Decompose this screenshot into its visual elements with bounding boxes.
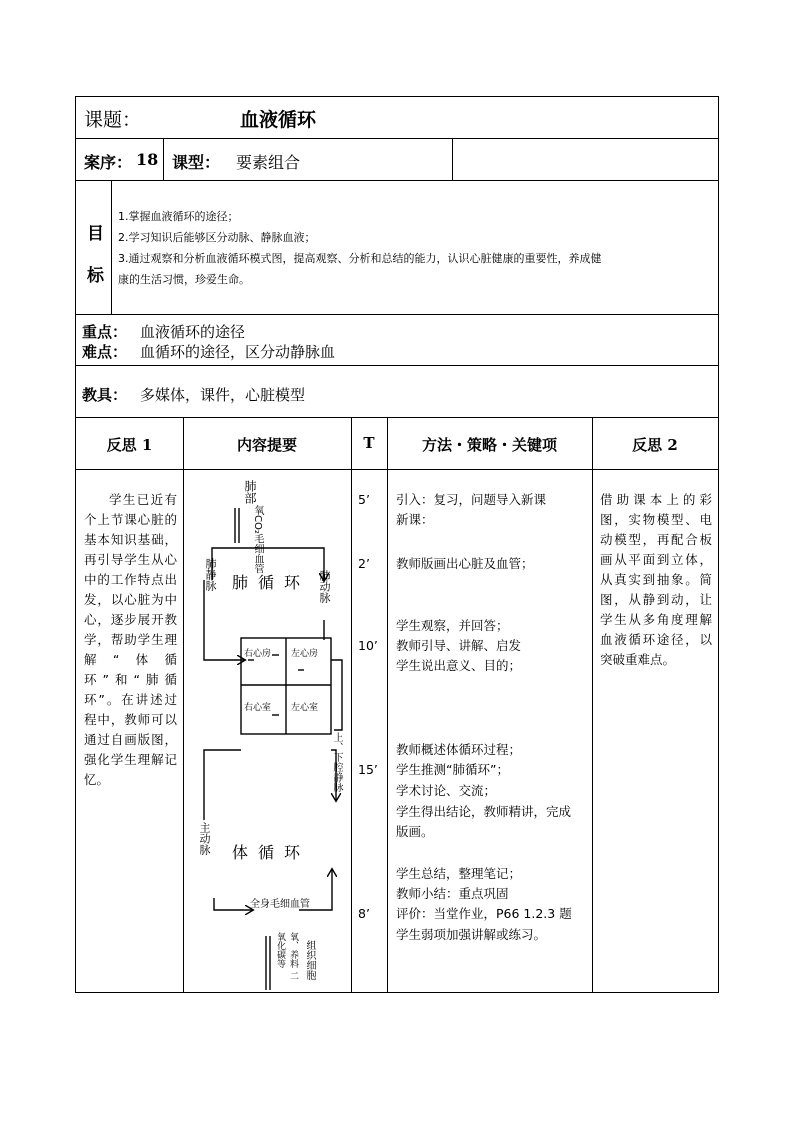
method-line: 学生弱项加强讲解或练习。 bbox=[396, 927, 547, 942]
tools-value: 多媒体，课件，心脏模型 bbox=[140, 386, 306, 404]
sketch-pulmonary-circulation: 肺循环 bbox=[232, 573, 311, 592]
sketch-body-capillaries: 全身毛细血管 bbox=[250, 899, 310, 910]
sketch-lungs: 肺部 bbox=[243, 480, 257, 504]
time-1: 5’ bbox=[358, 492, 370, 507]
header-time: T bbox=[363, 434, 375, 452]
sketch-vena-cava: 上、下腔静脉 bbox=[331, 732, 342, 792]
method-line: 新课： bbox=[396, 512, 434, 527]
goals-list bbox=[118, 206, 712, 290]
time-4: 15’ bbox=[358, 762, 378, 777]
difficulty-value: 血循环的途径，区分动静脉血 bbox=[140, 343, 336, 361]
method-line: 学生观察，并回答； bbox=[396, 618, 509, 633]
focus-label: 重点： bbox=[82, 323, 128, 341]
sketch-lung-capillaries: 氧CO₂毛细血管 bbox=[252, 505, 263, 574]
goals-row bbox=[75, 180, 719, 315]
sketch-aorta: 主动脉 bbox=[198, 822, 211, 855]
circulation-diagram bbox=[184, 470, 350, 993]
tools-row bbox=[75, 365, 719, 418]
meta-divider-2 bbox=[452, 139, 453, 180]
header-reflection1: 反思 1 bbox=[106, 436, 153, 454]
method-line: 学生总结，整理笔记； bbox=[396, 866, 522, 881]
title-row bbox=[75, 96, 719, 139]
lesson-title: 血液循环 bbox=[240, 109, 317, 131]
sketch-left-atrium: 左心房 bbox=[291, 649, 319, 659]
sketch-systemic-circulation: 体循环 bbox=[232, 843, 311, 862]
method-line: 教师小结：重点巩固 bbox=[396, 886, 509, 901]
type-value: 要素组合 bbox=[236, 153, 301, 172]
sketch-right-atrium: 右心房 bbox=[244, 649, 272, 659]
goals-label-2: 标 bbox=[87, 266, 104, 286]
method-line: 教师版画出心脏及血管； bbox=[396, 556, 534, 571]
title-label: 课题： bbox=[84, 109, 142, 131]
col-divider bbox=[351, 470, 352, 992]
order-value: 18 bbox=[136, 150, 159, 169]
order-label: 案序： bbox=[84, 153, 133, 172]
goal-item: 康的生活习惯，珍爱生命。 bbox=[118, 273, 250, 286]
goal-item: 3.通过观察和分析血液循环模式图，提高观察、分析和总结的能力，认识心脏健康的重要性，养成健 bbox=[118, 252, 602, 265]
col-divider bbox=[592, 470, 593, 992]
header-content: 内容提要 bbox=[236, 436, 297, 454]
time-5: 8’ bbox=[358, 906, 370, 921]
col-divider bbox=[387, 470, 388, 992]
time-3: 10’ bbox=[358, 638, 378, 653]
goal-item: 1.掌握血液循环的途径； bbox=[118, 210, 239, 223]
tools-label: 教具： bbox=[82, 386, 128, 404]
method-line: 评价：当堂作业，P66 1.2.3 题 bbox=[396, 906, 572, 921]
table-body-row bbox=[75, 469, 719, 993]
method-line: 学生得出结论，教师精讲，完成 bbox=[396, 804, 572, 819]
meta-row bbox=[75, 138, 719, 181]
key-points-row bbox=[75, 314, 719, 366]
method-line: 版画。 bbox=[396, 824, 434, 839]
goals-label-1: 目 bbox=[87, 224, 104, 244]
header-method: 方法・策略・关键项 bbox=[421, 436, 557, 454]
reflection1-text: 学生已近有个上节课心脏的基本知识基础，再引导学生从心中的工作特点出发，以心脏为中心，逐步展开教学，帮助学生理解“体循环”和“肺循环”。在讲述过程中，教师可以通过自画版图，强化学生理解记忆。 bbox=[84, 492, 177, 787]
type-label: 课型： bbox=[172, 153, 221, 172]
sketch-exchange: 氧、养料 二氧化碳等 bbox=[275, 932, 298, 980]
focus-value: 血液循环的途径 bbox=[140, 323, 246, 341]
goal-item: 2.学习知识后能够区分动脉、静脉血液； bbox=[118, 231, 316, 244]
difficulty-label: 难点： bbox=[82, 343, 128, 361]
header-reflection2: 反思 2 bbox=[632, 436, 678, 454]
time-2: 2’ bbox=[358, 556, 370, 571]
goals-divider bbox=[111, 181, 112, 314]
method-line: 学生说出意义、目的； bbox=[396, 658, 522, 673]
lesson-plan-table bbox=[75, 96, 719, 993]
method-line: 引入：复习，问题导入新课 bbox=[396, 492, 547, 507]
method-line: 教师概述体循环过程； bbox=[396, 742, 522, 757]
sketch-left-ventricle: 左心室 bbox=[291, 703, 319, 713]
meta-divider-1 bbox=[163, 139, 164, 180]
method-line: 学术讨论、交流； bbox=[396, 783, 497, 798]
sketch-right-ventricle: 右心室 bbox=[244, 703, 272, 713]
circulation-sketch bbox=[184, 470, 350, 993]
sketch-tissue-cells: 组织细胞 bbox=[304, 940, 315, 980]
method-line: 教师引导、讲解、启发 bbox=[396, 638, 522, 653]
reflection2-text: 借助课本上的彩图，实物模型、电动模型，再配合板画从平面到立体，从真实到抽象。简图，从静到动，让学生从多角度理解血液循环途径，以突破重难点。 bbox=[600, 492, 712, 667]
method-line: 学生推测“肺循环”； bbox=[396, 762, 509, 777]
sketch-pulmonary-vein: 肺静脉 bbox=[204, 558, 217, 591]
sketch-pulmonary-artery: 肺动脉 bbox=[318, 570, 331, 603]
table-header-row bbox=[75, 417, 719, 470]
